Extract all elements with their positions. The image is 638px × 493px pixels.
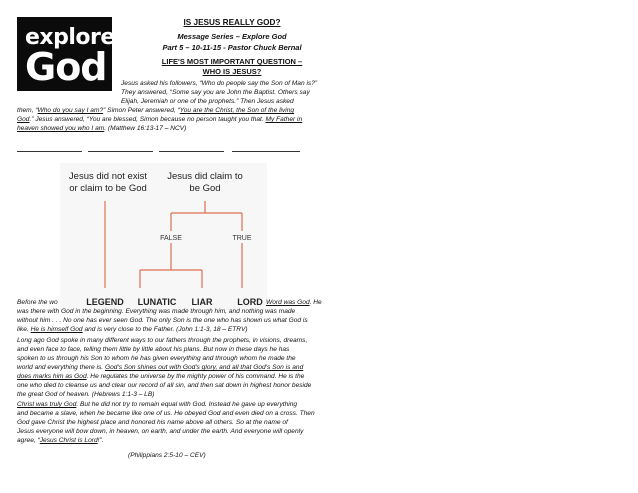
true-label: TRUE [232,235,252,242]
hebrews-line-4: world and everything there is. God's Son shines out with God's glory, and all that God's Son is and [17,364,304,371]
left-title-line-1: Jesus did not exist [68,171,148,182]
hebrews-line-5: does marks him as God. He regulates the universe by the mighty power of his command. He is the [17,373,305,380]
matthew-line-5: God.” Jesus answered, “You are blessed, Simon because no person taught you that. My Father in [17,116,303,123]
hebrews-line-1: Long ago God spoke in many different ways to our fathers through the prophets, in visions, dreams, [17,337,308,344]
matthew-line-3: Elijah, Jeremiah or one of the prophets.” Then Jesus asked [121,98,294,105]
part-line: Part 5 – 10-11-15 - Pastor Chuck Bernal [162,43,302,52]
blank-line-2 [88,151,153,152]
lunatic-label: LUNATIC [137,297,177,307]
trilemma-diagram-svg [60,163,267,310]
philippians-line-5: agree, “Jesus Christ is Lord!”. [17,437,104,444]
lord-label: LORD [237,297,263,307]
philippians-line-1: Christ was truly God. But he did not try to remain equal with God. Instead he gave up everything [17,401,298,408]
john-line-3: without him . . . No one has ever seen God. The only Son is the one who has shown us what God is [17,317,308,324]
logo-line-1: explore [25,25,115,50]
left-title-line-2: or claim to be God [69,183,147,194]
trilemma-diagram [60,163,267,310]
legend-label: LEGEND [86,297,124,307]
matthew-line-2: They answered, “Some say you are John the Baptist. Others say [121,89,310,96]
philippians-reference: (Philippians 2:5-10 – CEV) [128,452,206,459]
explore-god-logo [17,17,115,91]
liar-label: LIAR [191,297,213,307]
john-line-2: was there with God in the beginning. Everything was made through him, and nothing was made [17,308,296,315]
hebrews-line-2: and even face to face, telling them little by little about his plans. But now in these days he has [17,346,290,353]
hebrews-line-7: the great God of heaven. (Hebrews 1:1-3 – LB) [17,391,155,398]
john-line-1-start: Before the wo [17,299,58,306]
hebrews-line-6: one who died to cleanse us and clear our record of all sin, and then sat down in highest honor beside [17,382,312,389]
series-line: Message Series – Explore God [177,32,287,41]
right-title-line-2: be God [189,183,221,194]
question-line-2: WHO IS JESUS? [202,67,262,76]
philippians-line-2: and became a slave, when he became like one of us. He obeyed God and even died on a cross. Then [17,410,315,417]
page-title: IS JESUS REALLY GOD? [183,18,281,27]
john-line-1-end: Word was God. He [266,299,322,306]
blank-line-3 [159,151,224,152]
logo-line-2: God [25,45,107,89]
blank-line-1 [17,151,82,152]
question-line-1: LIFE'S MOST IMPORTANT QUESTION – [161,57,303,66]
matthew-line-4: them, “Who do you say I am?” Simon Peter answered, “You are the Christ, the Son of the living [17,107,295,114]
john-line-4: like. He is himself God and is very close to the Father. (John 1:1-3, 18 – ETRV) [17,326,248,333]
philippians-line-3: God gave Christ the highest place and honored his name above all others. So at the name of [17,419,288,426]
hebrews-line-3: spoken to us through his Son to whom he has given everything and through whom he made the [17,355,296,362]
false-label: FALSE [160,235,182,242]
blank-line-4 [232,151,300,152]
philippians-line-4: Jesus everyone will bow down, in heaven, on earth, and under the earth. And everyone will openly [17,428,304,435]
right-title-line-1: Jesus did claim to [167,171,243,182]
matthew-line-6: heaven showed you who I am. (Matthew 16:13-17 – NCV) [17,125,187,132]
matthew-line-1: Jesus asked his followers, “Who do people say the Son of Man is?” [121,80,318,87]
